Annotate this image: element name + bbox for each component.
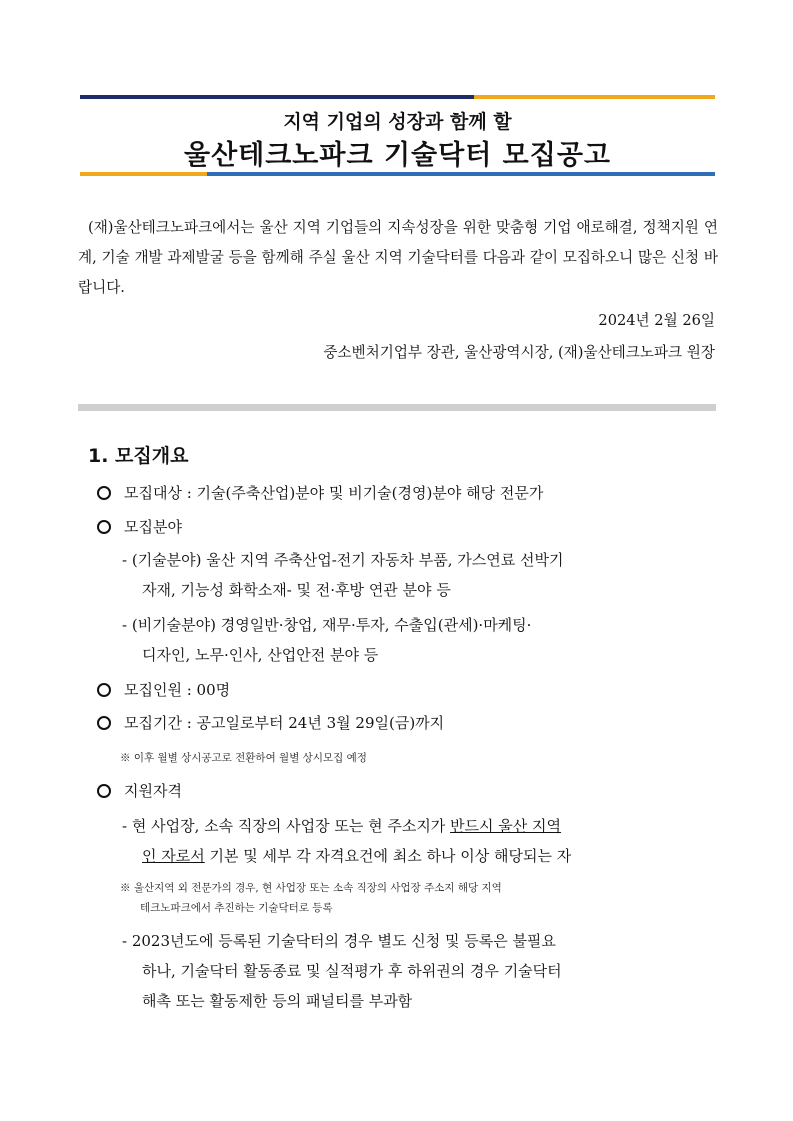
qualification-2023-line-3: 해촉 또는 활동제한 등의 패널티를 부과함 (142, 992, 413, 1010)
bottom-accent-bar (80, 172, 715, 176)
headcount-line: 모집인원 : 00명 (124, 681, 231, 699)
intro-paragraph: (재)울산테크노파크에서는 울산 지역 기업들의 지속성장을 위한 맞춤형 기업 애로해결, 정책지원 연계, 기술 개발 과제발굴 등을 함께해 주실 울산 지역 기술닥터를 다음과 같이 모집하오니 많은 신청 바랍니다. (78, 219, 718, 296)
qualification-underline-2: 인 자로서 (142, 847, 205, 865)
announcement-date: 2024년 2월 26일 (598, 312, 715, 329)
bottom-bar-gold-segment (80, 172, 207, 176)
field-nontech-line-1: - (비기술분야) 경영일반·창업, 재무·투자, 수출입(관세)·마케팅· (122, 616, 532, 634)
circle-bullet-icon (97, 784, 111, 798)
circle-bullet-icon (97, 716, 111, 730)
qualification-2023-line-2: 하나, 기술닥터 활동종료 및 실적평가 후 하위권의 경우 기술닥터 (142, 962, 562, 980)
qualification-text-b: 기본 및 세부 각 자격요건에 최소 하나 이상 해당되는 자 (204, 847, 572, 865)
top-bar-gold-segment (474, 95, 715, 99)
page-title: 울산테크노파크 기술닥터 모집공고 (183, 140, 612, 171)
announcement-signer: 중소벤처기업부 장관, 울산광역시장, (재)울산테크노파크 원장 (323, 344, 715, 361)
field-nontech-line-2: 디자인, 노무·인사, 산업안전 분야 등 (142, 646, 379, 664)
target-line: 모집대상 : 기술(주축산업)분야 및 비기술(경영)분야 해당 전문가 (124, 484, 544, 502)
circle-bullet-icon (97, 520, 111, 534)
period-note: ※ 이후 월별 상시공고로 전환하여 월별 상시모집 예정 (120, 752, 367, 764)
bottom-bar-blue-segment (207, 172, 715, 176)
top-accent-bar (80, 95, 715, 99)
qualification-2023-line-1: - 2023년도에 등록된 기술닥터의 경우 별도 신청 및 등록은 불필요 (122, 932, 556, 950)
fields-label: 모집분야 (124, 518, 182, 536)
qualification-text-a: - 현 사업장, 소속 직장의 사업장 또는 현 주소지가 (122, 817, 451, 835)
section-title-overview: 1. 모집개요 (88, 445, 189, 467)
field-tech-line-1: - (기술분야) 울산 지역 주축산업-전기 자동차 부품, 가스연료 선박기 (122, 551, 564, 569)
circle-bullet-icon (97, 486, 111, 500)
circle-bullet-icon (97, 683, 111, 697)
qualification-label: 지원자격 (124, 782, 182, 800)
section-divider (78, 404, 716, 411)
qualification-note-2: 테크노파크에서 추진하는 기술닥터로 등록 (140, 902, 333, 914)
period-line: 모집기간 : 공고일로부터 24년 3월 29일(금)까지 (124, 714, 445, 732)
top-bar-navy-segment (80, 95, 474, 99)
qualification-note-1: ※ 울산지역 외 전문가의 경우, 현 사업장 또는 소속 직장의 사업장 주소지 해당 지역 (120, 882, 502, 894)
qualification-line-2 (142, 845, 571, 866)
header-subtitle: 지역 기업의 성장과 함께 할 (283, 111, 512, 133)
field-tech-line-2: 자재, 기능성 화학소재- 및 전·후방 연관 분야 등 (142, 581, 451, 599)
qualification-line-1 (122, 815, 561, 836)
qualification-underline-1: 반드시 울산 지역 (450, 817, 562, 835)
